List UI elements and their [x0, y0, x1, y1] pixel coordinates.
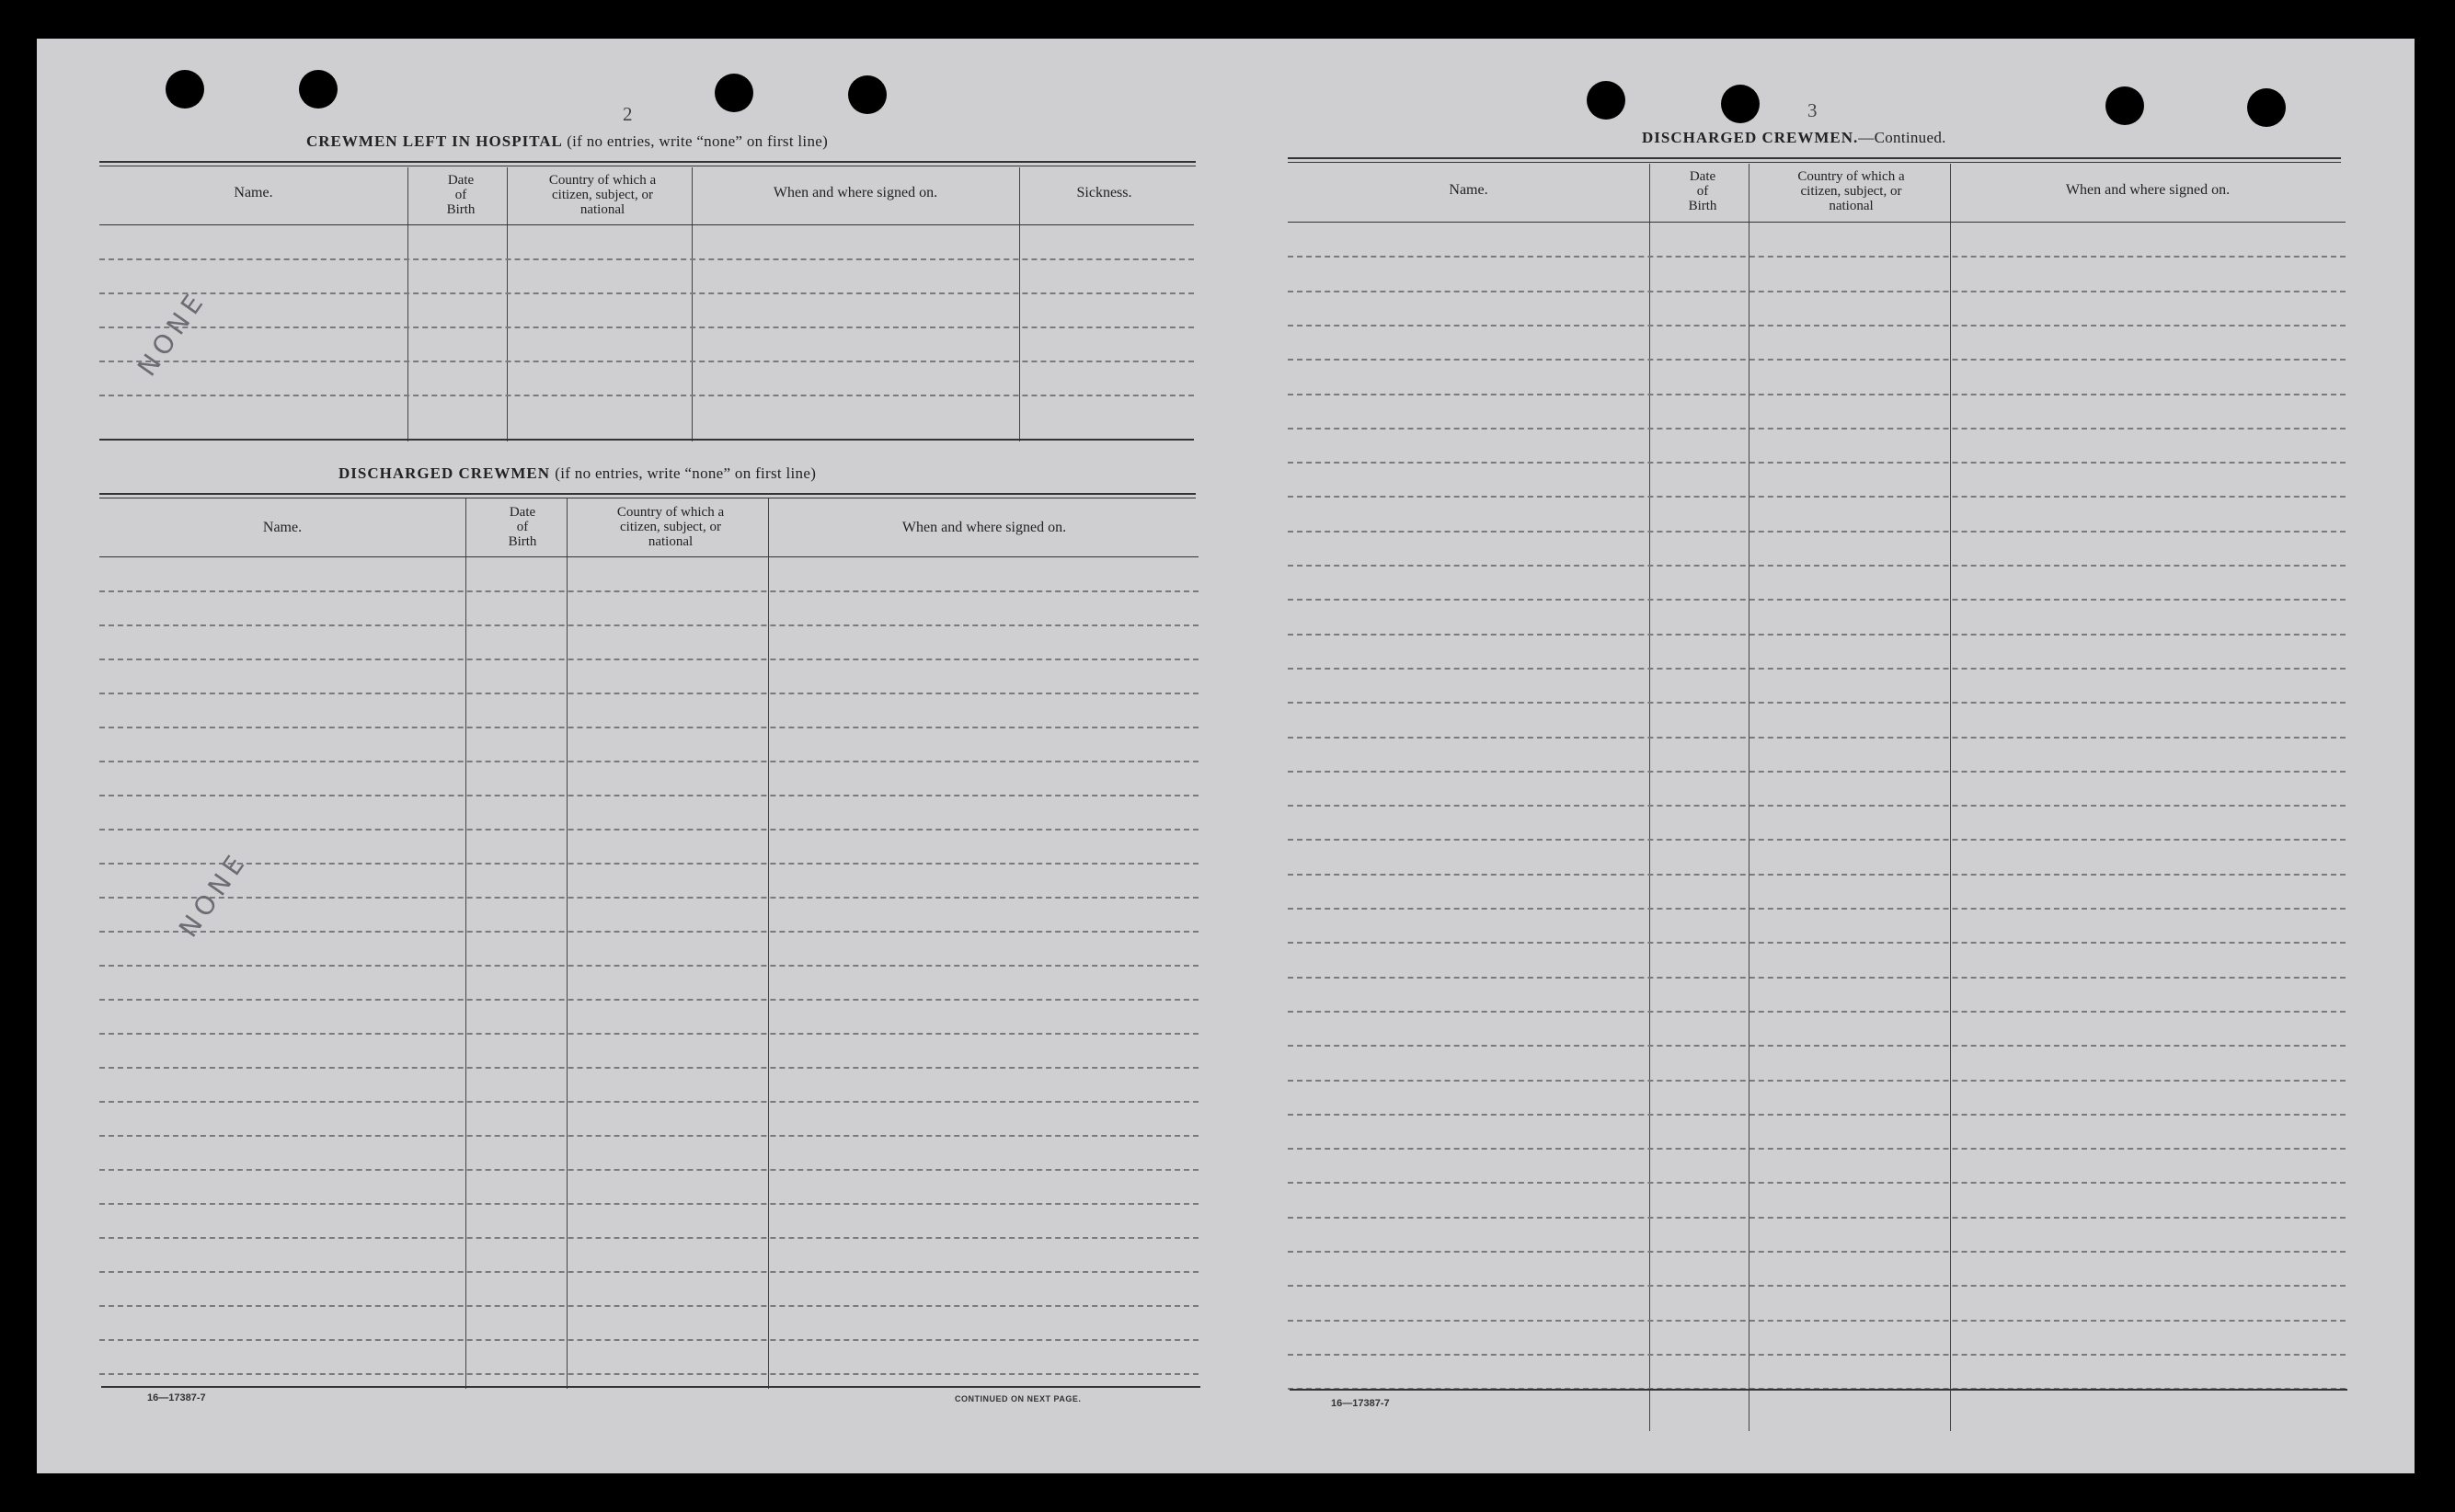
column-divider — [1649, 164, 1650, 1431]
entry-line — [1288, 428, 2346, 430]
entry-line — [1288, 1011, 2346, 1013]
entry-line — [1288, 874, 2346, 876]
column-divider — [567, 498, 568, 1389]
col-header-country: Country of which a citizen, subject, or national — [616, 505, 725, 549]
section-bottom-rule — [99, 439, 1194, 441]
hospital-title-text: CREWMEN LEFT IN HOSPITAL — [306, 132, 562, 150]
entry-line — [99, 258, 1194, 260]
hospital-section-title — [306, 132, 828, 151]
col-header-date-of-birth: Date of Birth — [508, 505, 537, 549]
column-header-bottom — [99, 556, 1199, 557]
column-header-bottom — [1288, 222, 2346, 223]
discharged-section-title — [338, 464, 816, 483]
entry-line — [1288, 496, 2346, 498]
entry-line — [99, 795, 1199, 796]
entry-line — [1288, 565, 2346, 567]
entry-line — [99, 1237, 1199, 1239]
entry-line — [99, 659, 1199, 660]
entry-line — [1288, 702, 2346, 704]
discharged-title-note: (if no entries, write “none” on first line) — [555, 464, 817, 482]
entry-line — [1288, 1320, 2346, 1322]
column-divider — [1950, 164, 1951, 1431]
entry-line — [1288, 942, 2346, 944]
entry-line — [99, 965, 1199, 967]
entry-line — [1288, 1045, 2346, 1047]
entry-line — [1288, 1080, 2346, 1082]
entry-line — [99, 1169, 1199, 1171]
entry-line — [99, 590, 1199, 592]
entry-line — [99, 897, 1199, 899]
entry-line — [99, 1373, 1199, 1375]
entry-line — [1288, 599, 2346, 601]
section-bottom-rule — [1290, 1389, 2347, 1391]
form-number: 16—17387-7 — [1331, 1398, 1390, 1409]
entry-line — [1288, 1148, 2346, 1150]
left-page — [37, 39, 1242, 1473]
col-header-country: Country of which a citizen, subject, or national — [1797, 169, 1905, 213]
entry-line — [99, 1033, 1199, 1035]
entry-line — [99, 999, 1199, 1001]
entry-line — [1288, 394, 2346, 395]
section-bottom-rule — [101, 1386, 1200, 1388]
entry-line — [99, 693, 1199, 694]
entry-line — [99, 727, 1199, 728]
column-divider — [768, 498, 769, 1389]
punch-hole-icon — [1587, 81, 1625, 120]
col-header-name: Name. — [234, 185, 273, 200]
entry-line — [99, 761, 1199, 762]
entry-line — [1288, 359, 2346, 361]
entry-line — [1288, 1114, 2346, 1116]
entry-line — [99, 1135, 1199, 1137]
entry-line — [1288, 1217, 2346, 1219]
entry-line — [99, 1101, 1199, 1103]
entry-line — [1288, 771, 2346, 773]
continued-note: CONTINUED ON NEXT PAGE. — [955, 1394, 1082, 1403]
header-rule — [99, 493, 1196, 498]
entry-line — [1288, 531, 2346, 533]
entry-line — [1288, 634, 2346, 636]
entry-line — [99, 395, 1194, 396]
entry-line — [99, 1067, 1199, 1069]
entry-line — [1288, 1182, 2346, 1184]
column-divider — [465, 498, 466, 1389]
punch-hole-icon — [848, 75, 887, 114]
continued-title-text: DISCHARGED CREWMEN. — [1642, 129, 1859, 146]
entry-line — [1288, 1285, 2346, 1287]
punch-hole-icon — [715, 74, 753, 112]
header-rule — [99, 161, 1196, 166]
entry-line — [1288, 1354, 2346, 1356]
entry-line — [99, 1203, 1199, 1205]
entry-line — [1288, 291, 2346, 292]
entry-line — [1288, 256, 2346, 258]
handwritten-none: NONE — [131, 284, 212, 382]
entry-line — [1288, 1251, 2346, 1253]
hospital-title-note: (if no entries, write “none” on first line) — [567, 132, 829, 150]
col-header-when-where-signed: When and where signed on. — [901, 520, 1067, 535]
col-header-sickness: Sickness. — [1076, 185, 1132, 200]
entry-line — [99, 931, 1199, 933]
entry-line — [99, 292, 1194, 294]
column-divider — [1019, 167, 1020, 441]
entry-line — [99, 1271, 1199, 1273]
col-header-when-where-signed: When and where signed on. — [773, 185, 938, 200]
column-divider — [692, 167, 693, 441]
column-divider — [407, 167, 408, 441]
col-header-country: Country of which a citizen, subject, or national — [548, 173, 657, 217]
punch-hole-icon — [2105, 86, 2144, 125]
header-rule — [1288, 157, 2341, 163]
entry-line — [1288, 839, 2346, 841]
punch-hole-icon — [166, 70, 204, 109]
handwritten-none: NONE — [172, 845, 254, 943]
col-header-name: Name. — [262, 520, 303, 535]
entry-line — [99, 624, 1199, 626]
entry-line — [1288, 977, 2346, 979]
entry-line — [1288, 805, 2346, 807]
entry-line — [1288, 462, 2346, 464]
discharged-title-text: DISCHARGED CREWMEN — [338, 464, 551, 482]
entry-line — [99, 863, 1199, 865]
entry-line — [99, 361, 1194, 362]
punch-hole-icon — [1721, 85, 1760, 123]
col-header-date-of-birth: Date of Birth — [446, 173, 476, 217]
entry-line — [99, 326, 1194, 328]
page-number: 2 — [623, 103, 633, 125]
entry-line — [99, 1305, 1199, 1307]
entry-line — [1288, 668, 2346, 670]
entry-line — [1288, 908, 2346, 910]
entry-line — [99, 829, 1199, 830]
col-header-date-of-birth: Date of Birth — [1688, 169, 1717, 213]
right-page — [1228, 39, 2415, 1473]
entry-line — [1288, 737, 2346, 739]
entry-line — [99, 1339, 1199, 1341]
entry-line — [1288, 325, 2346, 326]
page-number: 3 — [1807, 99, 1818, 121]
punch-hole-icon — [299, 70, 338, 109]
col-header-when-where-signed: When and where signed on. — [2065, 182, 2231, 198]
continued-section-title — [1642, 129, 1946, 147]
column-header-bottom — [99, 224, 1194, 225]
continued-title-note: —Continued. — [1858, 129, 1946, 146]
punch-hole-icon — [2247, 88, 2286, 127]
col-header-name: Name. — [1449, 182, 1488, 198]
form-number: 16—17387-7 — [147, 1392, 206, 1403]
column-divider — [507, 167, 508, 441]
